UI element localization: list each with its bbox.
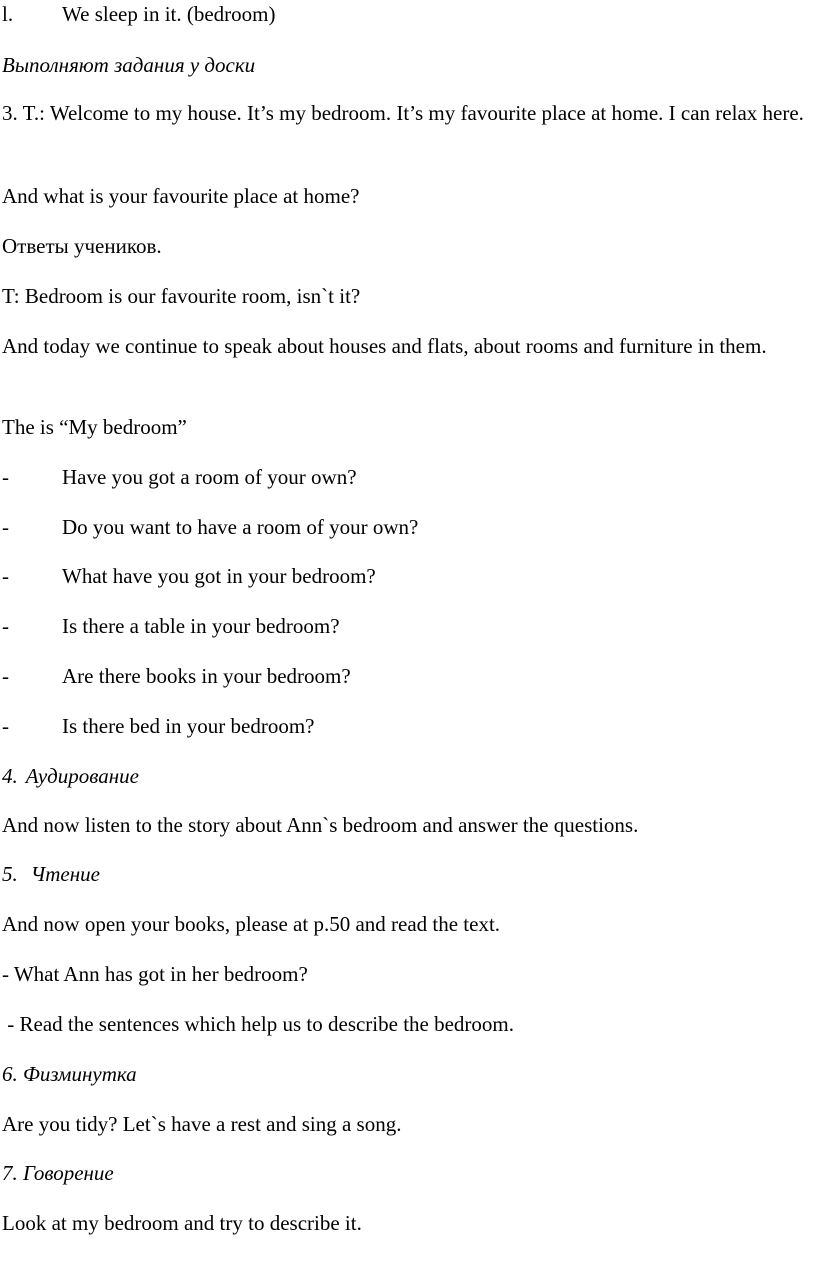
list-item: Is there a table in your bedroom? bbox=[62, 614, 340, 638]
theme-line: The is “My bedroom” bbox=[2, 415, 187, 439]
continue-paragraph: And today we continue to speak about houses and flats, about rooms and furniture in them. bbox=[2, 334, 767, 358]
list-item-marker: - bbox=[2, 664, 9, 688]
list-item-marker: - bbox=[2, 714, 9, 738]
list-item-marker: - bbox=[2, 515, 9, 539]
section-5-heading bbox=[2, 862, 100, 887]
list-item: Are there books in your bedroom? bbox=[62, 664, 351, 688]
describe-instruction: Look at my bedroom and try to describe it. bbox=[2, 1211, 362, 1235]
favourite-place-question: And what is your favourite place at home? bbox=[2, 184, 360, 208]
ann-question: - What Ann has got in her bedroom? bbox=[2, 962, 308, 986]
list-item: What have you got in your bedroom? bbox=[62, 564, 376, 588]
list-item: Do you want to have a room of your own? bbox=[62, 515, 419, 539]
section-7-heading: 7. Говорение bbox=[2, 1161, 114, 1185]
list-item-marker: - bbox=[2, 614, 9, 638]
listen-instruction: And now listen to the story about Ann`s bedroom and answer the questions. bbox=[2, 813, 639, 837]
section-4-title: Аудирование bbox=[25, 764, 139, 788]
board-task-note: Выполняют задания у доски bbox=[2, 53, 256, 77]
section-4-number: 4. bbox=[2, 764, 18, 788]
list-item-marker: - bbox=[2, 564, 9, 588]
section-5-number: 5. bbox=[2, 862, 18, 886]
item-text: We sleep in it. (bedroom) bbox=[62, 2, 276, 26]
section-6-heading: 6. Физминутка bbox=[2, 1062, 137, 1086]
section-5-title: Чтение bbox=[30, 862, 100, 886]
list-item-marker: - bbox=[2, 465, 9, 489]
item-marker: l. bbox=[2, 2, 14, 26]
step3-paragraph: 3. T.: Welcome to my house. It’s my bedroom. It’s my favourite place at home. I can relax here. bbox=[2, 101, 804, 125]
list-item: Have you got a room of your own? bbox=[62, 465, 357, 489]
section-4-heading bbox=[2, 764, 139, 789]
read-sentences-task: - Read the sentences which help us to describe the bedroom. bbox=[2, 1012, 515, 1036]
student-answers-note: Ответы учеников. bbox=[2, 234, 162, 258]
tidy-question: Are you tidy? Let`s have a rest and sing a song. bbox=[2, 1112, 402, 1136]
teacher-bedroom-line: T: Bedroom is our favourite room, isn`t it? bbox=[2, 284, 361, 308]
list-item: Is there bed in your bedroom? bbox=[62, 714, 315, 738]
open-books-instruction: And now open your books, please at p.50 and read the text. bbox=[2, 912, 501, 936]
